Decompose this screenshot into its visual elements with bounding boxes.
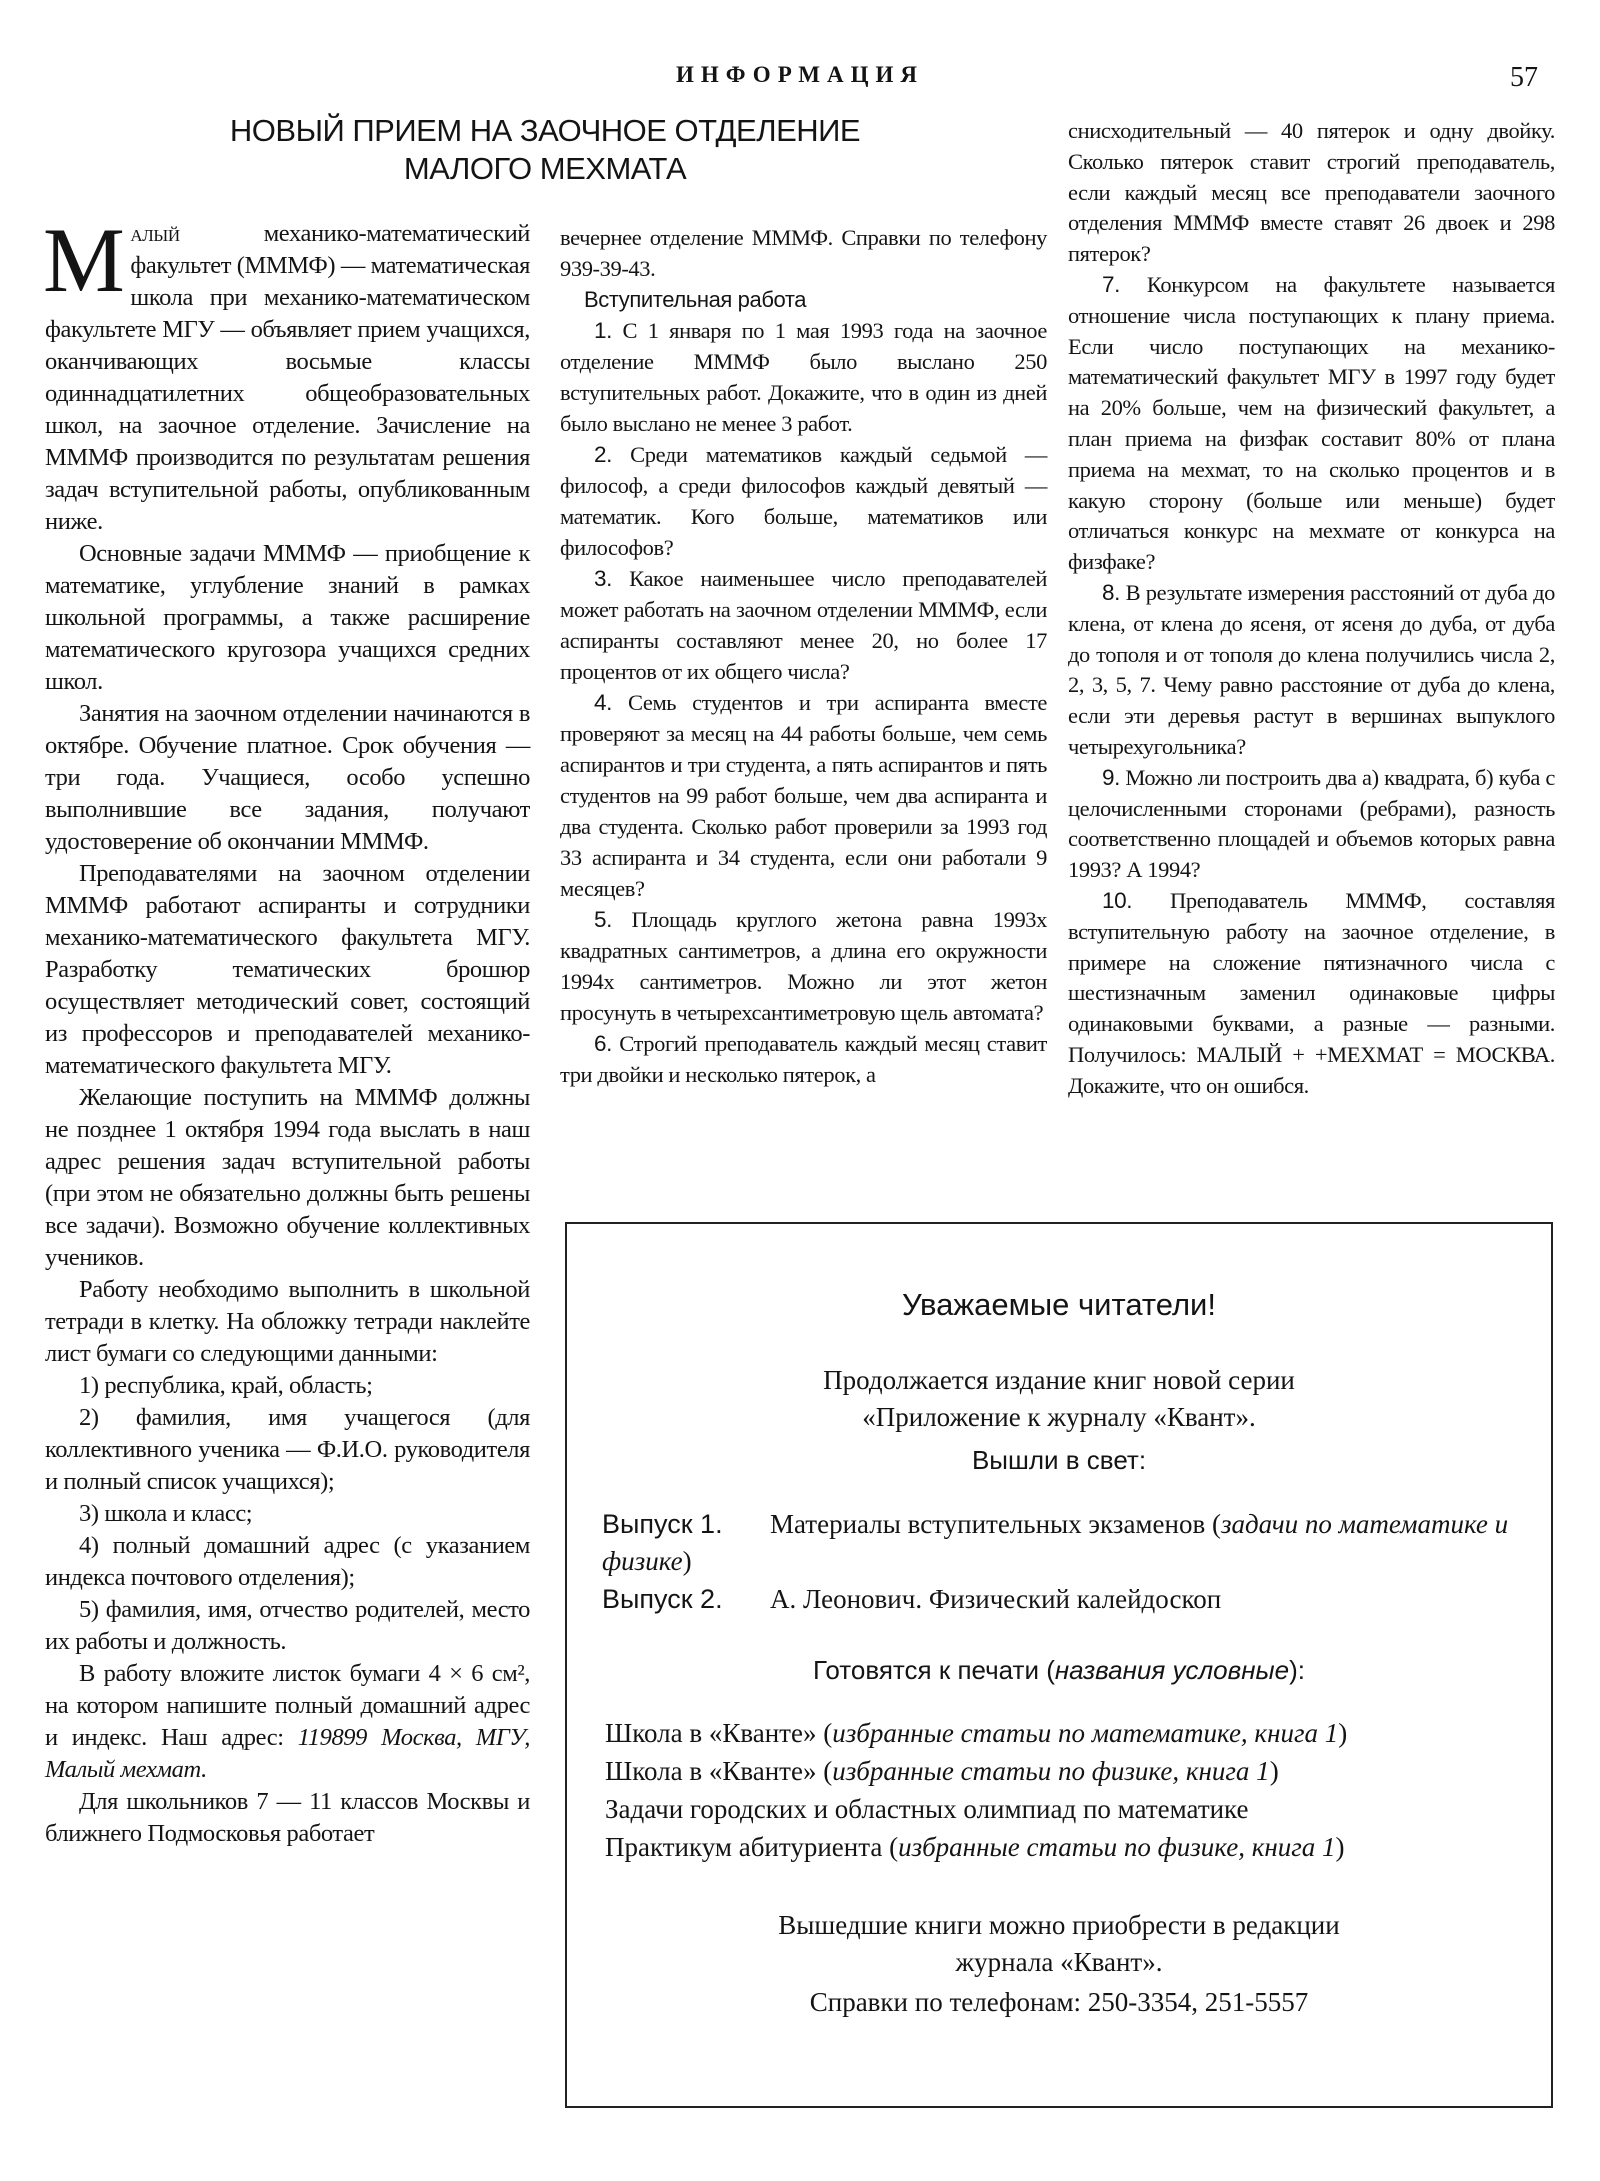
problem-text: Конкурсом на факультете называется отношение числа поступающих к плану приема. Если число поступающих на механико-математический факультет МГУ в 1997 году будет на 20% больше, чем на физический факультет, а план приема на физфак составит 80% от плана приема на мехмат, то на сколько процентов и в какую сторону (больше или меньше) будет отличаться конкурс на мехмате от конкурса на физфаке? [1068,271,1555,575]
paragraph [45,1658,530,1786]
problem [1068,886,1555,1102]
notice-intro: Продолжается издание книг новой серии [823,1365,1295,1395]
problem-number: 8. [1102,579,1120,605]
issue-text: А. Леонович. Физический калейдоскоп [770,1584,1222,1614]
problem-text: С 1 января по 1 мая 1993 года на заочное отделение МММФ было выслано 250 вступительных работ. Докажите, что в один из дней было выслано не менее 3 работ. [560,318,1047,436]
paren: ): [1289,1655,1305,1685]
column-2 [560,222,1047,1090]
paren: ) [1335,1832,1345,1862]
book-title: Практикум абитуриента ( [605,1832,899,1862]
intro-text: механико-математический факультет (МММФ) — математическая школа при механико-математическом факультете МГУ — объявляет прием учащихся, оканчивающих восьмые классы одиннадцатилетних общеобразовательных школ, на заочное отделение. Зачисление на МММФ производится по результатам решения задач вступительной работы, опубликованным ниже. [45,220,530,535]
problem [560,439,1047,563]
lead-caps: алый [130,220,180,247]
address: 119899 Москва, МГУ, Малый мехмат. [45,1724,530,1783]
book-note: избранные статьи по физике, книга 1 [898,1832,1336,1862]
problem [1068,578,1555,763]
paren: ) [682,1546,692,1576]
problem-number: 9. [1102,764,1120,790]
problem-text: Какое наименьшее число преподавателей может работать на заочном отделении МММФ, если аспиранты составляют менее 20, но более 17 процентов от их общего числа? [560,566,1047,684]
paragraph: Занятия на заочном отделении начинаются в октябре. Обучение платное. Срок обучения — три года. Учащиеся, особо успешно выполнившие все задания, получают удостоверение об окончании МММФ. [45,700,530,855]
problem [560,563,1047,687]
issue-text: Материалы вступительных экзаменов ( [770,1509,1221,1539]
problem-text: Строгий преподаватель каждый месяц ставит три двойки и несколько пятерок, а [560,1031,1047,1087]
list-item: 2) фамилия, имя учащегося (для коллективного ученика — Ф.И.О. руководителя и полный список учащихся); [45,1404,530,1495]
problem [1068,763,1555,886]
upcoming-heading-text: Готовятся к печати ( [813,1655,1055,1685]
list-item: 5) фамилия, имя, отчество родителей, место их работы и должность. [45,1596,530,1655]
upcoming-heading-italic: названия условные [1054,1655,1290,1685]
issue-label: Выпуск 2. [602,1584,723,1614]
upcoming-book [605,1714,1347,1752]
problem-number: 5. [594,907,612,932]
column-1 [43,209,530,1850]
problem [560,687,1047,904]
problem-text: Можно ли построить два а) квадрата, б) куба с целочисленными сторонами (ребрами), разность соответственно площадей и объемов которых равна 1993? А 1994? [1068,764,1555,883]
running-title: ИНФОРМАЦИЯ [675,62,925,87]
problem-continued: снисходительный — 40 пятерок и одну двойку. Сколько пятерок ставит строгий преподаватель, если каждый месяц все преподаватели заочного отделения МММФ вместе ставят 26 двоек и 298 пятерок? [1068,118,1555,267]
book-note: избранные статьи по физике, книга 1 [832,1756,1270,1786]
issue-1 [602,1506,1551,1580]
issue-italic: задачи по математике и физике [602,1509,1509,1576]
exam-heading: Вступительная работа [584,287,807,312]
published-heading: Вышли в свет: [971,1445,1147,1475]
paren: ) [1269,1756,1279,1786]
problem-number: 1. [594,318,612,343]
problem-number: 10. [1102,887,1133,913]
problem-text: Среди математиков каждый седьмой — философ, а среди философов каждый девятый — математик. Кого больше, математиков или философов? [560,442,1047,560]
paragraph: Преподавателями на заочном отделении МММФ работают аспиранты и сотрудники механико-математического факультета МГУ. Разработку тематических брошюр осуществляет методический совет, состоящий из профессоров и преподавателей механико-математического факультета МГУ. [45,860,530,1079]
list-item: 4) полный домашний адрес (с указанием индекса почтового отделения); [45,1532,530,1591]
problem-number: 2. [594,442,612,467]
issue-label: Выпуск 1. [602,1509,723,1539]
upcoming-book [605,1790,1347,1828]
paragraph: Работу необходимо выполнить в школьной тетради в клетку. На обложку тетради наклейте лист бумаги со следующими данными: [45,1276,530,1367]
book-title: Школа в «Кванте» ( [605,1756,833,1786]
notice-intro: «Приложение к журналу «Квант». [862,1402,1256,1432]
footer-line: журнала «Квант». [955,1947,1163,1977]
readers-notice-box [565,1222,1553,2108]
problem-text: В результате измерения расстояний от дуба до клена, от клена до ясеня, от ясеня до дуба, от дуба до тополя и от тополя до клена получились числа 2, 2, 3, 5, 7. Чему равно расстояние от дуба до клена, если эти деревья растут в вершинах выпуклого четырехугольника? [1068,579,1555,759]
enclose-text: В работу вложите листок бумаги 4 × 6 см², на котором напишите полный домашний адрес и индекс. Наш адрес: [45,1660,530,1751]
book-title: Школа в «Кванте» ( [605,1718,833,1748]
book-title: Задачи городских и областных олимпиад по математике [605,1794,1249,1824]
upcoming-heading [567,1652,1551,1689]
paren: ) [1338,1718,1348,1748]
drop-cap: М [43,209,125,311]
footer-line: Вышедшие книги можно приобрести в редакции [778,1910,1340,1940]
book-note: избранные статьи по математике, книга 1 [832,1718,1339,1748]
problem-number: 4. [594,690,612,715]
problem [560,904,1047,1028]
problem [560,315,1047,439]
article-title [40,112,1050,188]
problem-text: Площадь круглого жетона равна 1993x квадратных сантиметров, а длина его окружности 1994x сантиметров. Можно ли этот жетон просунуть в четырехсантиметровую щель автомата? [560,907,1047,1025]
upcoming-book [605,1828,1347,1866]
paragraph: Для школьников 7 — 11 классов Москвы и ближнего Подмосковья работает [45,1788,530,1847]
problem-number: 7. [1102,271,1120,297]
column-3 [1068,116,1555,1102]
upcoming-book [605,1752,1347,1790]
problem [560,1028,1047,1090]
page-number: 57 [1510,62,1538,93]
issue-2 [602,1581,1221,1618]
problem-text: Преподаватель МММФ, составляя вступительную работу на заочное отделение, в примере на сложение пятизначного числа с шестизначным заменил одинаковые цифры одинаковыми буквами, а разные — разными. Получилось: МАЛЫЙ + +МЕХМАТ = МОСКВА. Докажите, что он ошибся. [1068,887,1555,1098]
problem [1068,270,1555,578]
paragraph: Основные задачи МММФ — приобщение к математике, углубление знаний в рамках школьной программы, а также расширение математического кругозора учащихся средних школ. [45,540,530,695]
notice-title: Уважаемые читатели! [902,1287,1216,1322]
footer-phones: Справки по телефонам: 250-3354, 251-5557 [809,1987,1309,2017]
paragraph: Желающие поступить на МММФ должны не позднее 1 октября 1994 года выслать в наш адрес решения задач вступительной работы (при этом не обязательно должны быть решены все задачи). Возможно обучение коллективных учеников. [45,1084,530,1271]
intro-paragraph [43,209,530,538]
title-line: МАЛОГО МЕХМАТА [403,151,687,186]
list-item: 3) школа и класс; [79,1500,253,1527]
paragraph-continued: вечернее отделение МММФ. Справки по телефону 939-39-43. [560,225,1047,281]
problem-number: 3. [594,566,612,591]
list-item: 1) республика, край, область; [79,1372,373,1399]
problem-number: 6. [594,1031,612,1056]
problem-text: Семь студентов и три аспиранта вместе проверяют за месяц на 44 работы больше, чем семь аспирантов и три студента, а пять аспирантов и пять студентов на 99 работ больше, чем два аспиранта и два студента. Сколько работ проверили за 1993 год 33 аспиранта и 34 студента, если они работали 9 месяцев? [560,690,1047,901]
title-line: НОВЫЙ ПРИЕМ НА ЗАОЧНОЕ ОТДЕЛЕНИЕ [229,113,861,148]
